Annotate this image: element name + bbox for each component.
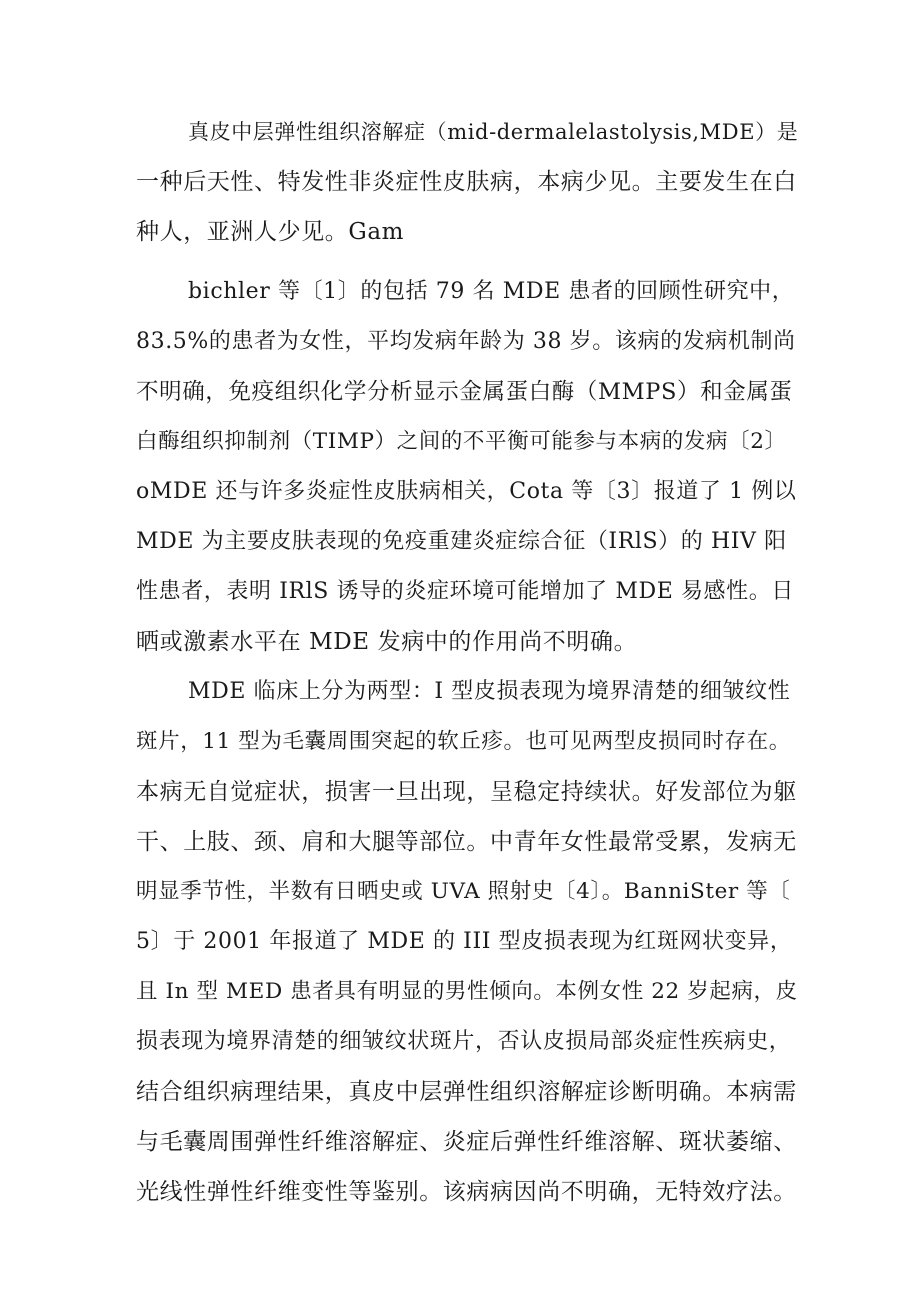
text-line: 明显季节性，半数有日晒史或 UVA 照射史〔4〕。BanniSter 等〔 [136,879,791,904]
text-line: MDE 为主要皮肤表现的免疫重建炎症综合征（IRlS）的 HIV 阳 [136,529,787,554]
text-line: 干、上肢、颈、肩和大腿等部位。中青年女性最常受累，发病无 [136,829,797,855]
text-line: 白酶组织抑制剂（TIMP）之间的不平衡可能参与本病的发病〔2〕 [136,429,787,454]
text-line: 一种后天性、特发性非炎症性皮肤病，本病少见。主要发生在白 [136,169,797,195]
text-line: 5〕于 2001 年报道了 MDE 的 III 型皮损表现为红斑网状变异， [136,929,793,954]
text-line: 斑片，11 型为毛囊周围突起的软丘疹。也可见两型皮损同时存在。 [136,729,791,754]
text-line: 损表现为境界清楚的细皱纹状斑片，否认皮损局部炎症性疾病史， [136,1029,792,1054]
text-line: bichler 等〔1〕的包括 79 名 MDE 患者的回顾性研究中， [188,279,795,304]
text-line: 与毛囊周围弹性纤维溶解症、炎症后弹性纤维溶解、斑状萎缩、 [136,1129,797,1155]
text-line: 不明确，免疫组织化学分析显示金属蛋白酶（MMPS）和金属蛋 [136,379,793,405]
text-line: 真皮中层弹性组织溶解症（mid-dermalelastolysis,MDE）是 [188,120,799,144]
text-line: 本病无自觉症状，损害一旦出现，呈稳定持续状。好发部位为躯 [136,779,797,805]
text-line: oMDE 还与许多炎症性皮肤病相关，Cota 等〔3〕报道了 1 例以 [136,479,797,504]
text-line: MDE 临床上分为两型：I 型皮损表现为境界清楚的细皱纹性 [188,679,791,704]
text-line: 83.5%的患者为女性，平均发病年龄为 38 岁。该病的发病机制尚 [136,329,796,354]
text-line: 光线性弹性纤维变性等鉴别。该病病因尚不明确，无特效疗法。 [136,1179,797,1205]
text-line: 且 In 型 MED 患者具有明显的男性倾向。本例女性 22 岁起病，皮 [136,979,798,1004]
text-line: 晒或激素水平在 MDE 发病中的作用尚不明确。 [136,629,638,655]
text-line: 结合组织病理结果，真皮中层弹性组织溶解症诊断明确。本病需 [136,1079,797,1105]
text-line: 性患者，表明 IRlS 诱导的炎症环境可能增加了 MDE 易感性。日 [136,579,794,604]
text-line: 种人，亚洲人少见。Gam [136,219,405,245]
